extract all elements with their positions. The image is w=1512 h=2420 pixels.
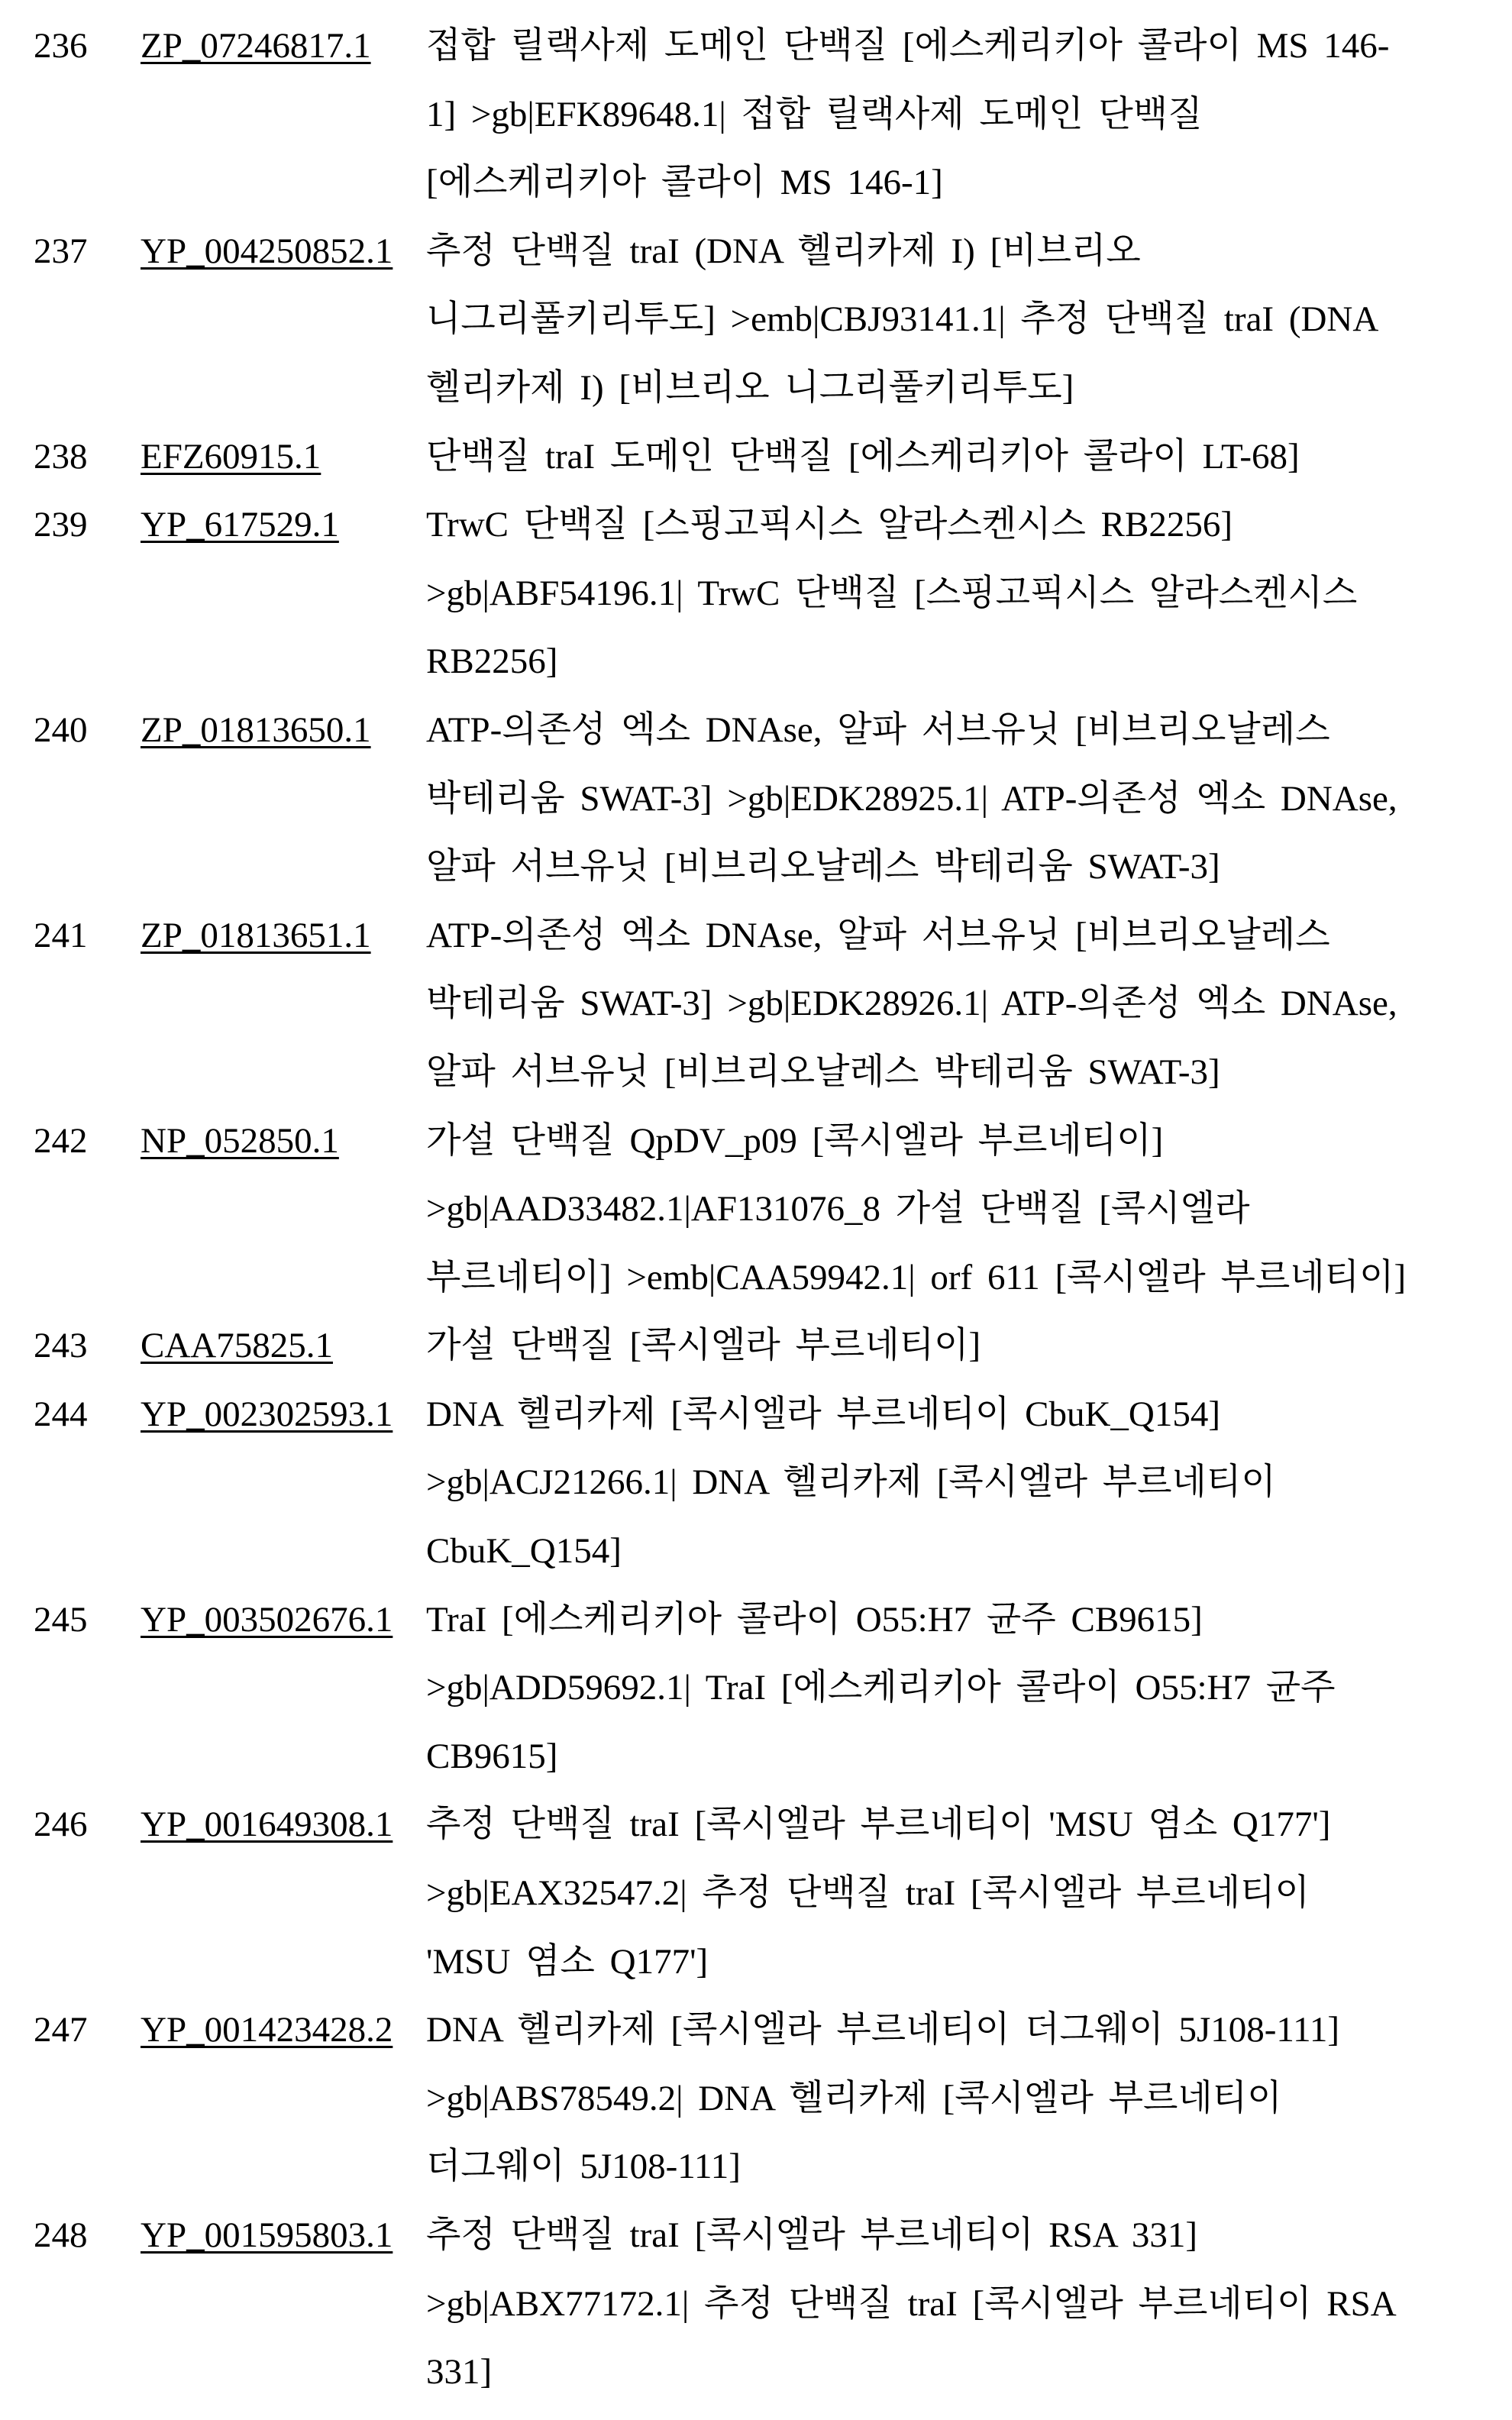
- description-line: 박테리움 SWAT-3] >gb|EDK28925.1| ATP-의존성 엑소 DNAse,: [426, 765, 1512, 834]
- description-line: >gb|ABS78549.2| DNA 헬리카제 [콕시엘라 부르네티이: [426, 2065, 1512, 2134]
- accession-link[interactable]: EFZ60915.1: [141, 437, 321, 477]
- table-row: [0, 12, 1512, 218]
- accession-cell: [107, 1312, 426, 1381]
- description-line: >gb|AAD33482.1|AF131076_8 가설 단백질 [콕시엘라: [426, 1175, 1512, 1244]
- accession-link[interactable]: YP_003502676.1: [141, 1600, 393, 1640]
- description-line: 니그리풀키리투도] >emb|CBJ93141.1| 추정 단백질 traI (DNA: [426, 286, 1512, 354]
- accession-link[interactable]: ZP_01813651.1: [141, 916, 371, 955]
- description-line: CbuK_Q154]: [426, 1517, 1512, 1586]
- accession-link[interactable]: YP_001423428.2: [141, 2010, 393, 2050]
- accession-cell: [107, 423, 426, 492]
- table-row: [0, 696, 1512, 902]
- description: [426, 491, 1512, 696]
- description: [426, 2202, 1512, 2407]
- description: [426, 1381, 1512, 1586]
- description-line: TrwC 단백질 [스핑고픽시스 알라스켄시스 RB2256]: [426, 491, 1512, 560]
- table-row: [0, 423, 1512, 492]
- table-row: [0, 1381, 1512, 1586]
- accession-link[interactable]: CAA75825.1: [141, 1326, 333, 1365]
- sequence-number: 236: [0, 12, 107, 81]
- table-row: [0, 491, 1512, 696]
- description-line: 추정 단백질 traI (DNA 헬리카제 I) [비브리오: [426, 218, 1512, 286]
- description-line: 박테리움 SWAT-3] >gb|EDK28926.1| ATP-의존성 엑소 DNAse,: [426, 970, 1512, 1039]
- accession-link[interactable]: YP_001595803.1: [141, 2215, 393, 2255]
- description-line: TraI [에스케리키아 콜라이 O55:H7 균주 CB9615]: [426, 1586, 1512, 1655]
- description-line: 알파 서브유닛 [비브리오날레스 박테리움 SWAT-3]: [426, 833, 1512, 902]
- description: [426, 1312, 1512, 1381]
- accession-cell: [107, 1791, 426, 1859]
- description: [426, 12, 1512, 218]
- accession-cell: [107, 12, 426, 81]
- description-line: 더그웨이 5J108-111]: [426, 2133, 1512, 2202]
- description: [426, 1586, 1512, 1792]
- accession-cell: [107, 1107, 426, 1176]
- table-row: [0, 1996, 1512, 2202]
- accession-cell: [107, 2202, 426, 2270]
- description-line: 접합 릴랙사제 도메인 단백질 [에스케리키아 콜라이 MS 146-: [426, 12, 1512, 81]
- table-row: [0, 2202, 1512, 2407]
- description-line: >gb|ABX77172.1| 추정 단백질 traI [콕시엘라 부르네티이 RSA: [426, 2270, 1512, 2339]
- description-line: 추정 단백질 traI [콕시엘라 부르네티이 RSA 331]: [426, 2202, 1512, 2270]
- sequence-number: 248: [0, 2202, 107, 2270]
- accession-cell: [107, 491, 426, 560]
- accession-link[interactable]: YP_004250852.1: [141, 231, 393, 271]
- sequence-table: [0, 0, 1512, 2407]
- description-line: CB9615]: [426, 1723, 1512, 1792]
- accession-link[interactable]: NP_052850.1: [141, 1121, 339, 1161]
- table-row: [0, 1791, 1512, 1996]
- description-line: 331]: [426, 2338, 1512, 2407]
- sequence-number: 243: [0, 1312, 107, 1381]
- sequence-number: 242: [0, 1107, 107, 1176]
- sequence-number: 239: [0, 491, 107, 560]
- description: [426, 218, 1512, 423]
- description-line: 추정 단백질 traI [콕시엘라 부르네티이 'MSU 염소 Q177']: [426, 1791, 1512, 1859]
- accession-link[interactable]: ZP_01813650.1: [141, 710, 371, 750]
- description-line: >gb|ADD59692.1| TraI [에스케리키아 콜라이 O55:H7 균주: [426, 1654, 1512, 1723]
- description-line: >gb|EAX32547.2| 추정 단백질 traI [콕시엘라 부르네티이: [426, 1859, 1512, 1928]
- description-line: 1] >gb|EFK89648.1| 접합 릴랙사제 도메인 단백질: [426, 81, 1512, 150]
- description-line: 부르네티이] >emb|CAA59942.1| orf 611 [콕시엘라 부르네티이]: [426, 1244, 1512, 1313]
- sequence-number: 244: [0, 1381, 107, 1449]
- description-line: 'MSU 염소 Q177']: [426, 1928, 1512, 1997]
- description: [426, 902, 1512, 1107]
- description: [426, 1996, 1512, 2202]
- accession-link[interactable]: ZP_07246817.1: [141, 26, 371, 66]
- description-line: 헬리카제 I) [비브리오 니그리풀키리투도]: [426, 354, 1512, 423]
- table-row: [0, 1586, 1512, 1792]
- sequence-number: 238: [0, 423, 107, 492]
- sequence-number: 247: [0, 1996, 107, 2065]
- description-line: [에스케리키아 콜라이 MS 146-1]: [426, 149, 1512, 218]
- description-line: 가설 단백질 QpDV_p09 [콕시엘라 부르네티이]: [426, 1107, 1512, 1176]
- description: [426, 1107, 1512, 1313]
- table-row: [0, 1107, 1512, 1313]
- description-line: RB2256]: [426, 628, 1512, 696]
- accession-cell: [107, 218, 426, 286]
- description-line: DNA 헬리카제 [콕시엘라 부르네티이 더그웨이 5J108-111]: [426, 1996, 1512, 2065]
- description-line: 알파 서브유닛 [비브리오날레스 박테리움 SWAT-3]: [426, 1039, 1512, 1107]
- sequence-number: 240: [0, 696, 107, 765]
- accession-cell: [107, 696, 426, 765]
- table-row: [0, 902, 1512, 1107]
- description-line: 가설 단백질 [콕시엘라 부르네티이]: [426, 1312, 1512, 1381]
- accession-cell: [107, 1586, 426, 1655]
- sequence-number: 245: [0, 1586, 107, 1655]
- accession-cell: [107, 902, 426, 971]
- description-line: DNA 헬리카제 [콕시엘라 부르네티이 CbuK_Q154]: [426, 1381, 1512, 1449]
- description: [426, 423, 1512, 492]
- description: [426, 696, 1512, 902]
- table-row: [0, 218, 1512, 423]
- description-line: ATP-의존성 엑소 DNAse, 알파 서브유닛 [비브리오날레스: [426, 696, 1512, 765]
- sequence-number: 246: [0, 1791, 107, 1859]
- sequence-number: 241: [0, 902, 107, 971]
- description-line: ATP-의존성 엑소 DNAse, 알파 서브유닛 [비브리오날레스: [426, 902, 1512, 971]
- description: [426, 1791, 1512, 1996]
- accession-link[interactable]: YP_001649308.1: [141, 1804, 393, 1844]
- description-line: >gb|ABF54196.1| TrwC 단백질 [스핑고픽시스 알라스켄시스: [426, 560, 1512, 628]
- table-row: [0, 1312, 1512, 1381]
- description-line: >gb|ACJ21266.1| DNA 헬리카제 [콕시엘라 부르네티이: [426, 1449, 1512, 1517]
- description-line: 단백질 traI 도메인 단백질 [에스케리키아 콜라이 LT-68]: [426, 423, 1512, 492]
- accession-link[interactable]: YP_002302593.1: [141, 1394, 393, 1434]
- sequence-number: 237: [0, 218, 107, 286]
- accession-cell: [107, 1381, 426, 1449]
- accession-cell: [107, 1996, 426, 2065]
- accession-link[interactable]: YP_617529.1: [141, 505, 339, 544]
